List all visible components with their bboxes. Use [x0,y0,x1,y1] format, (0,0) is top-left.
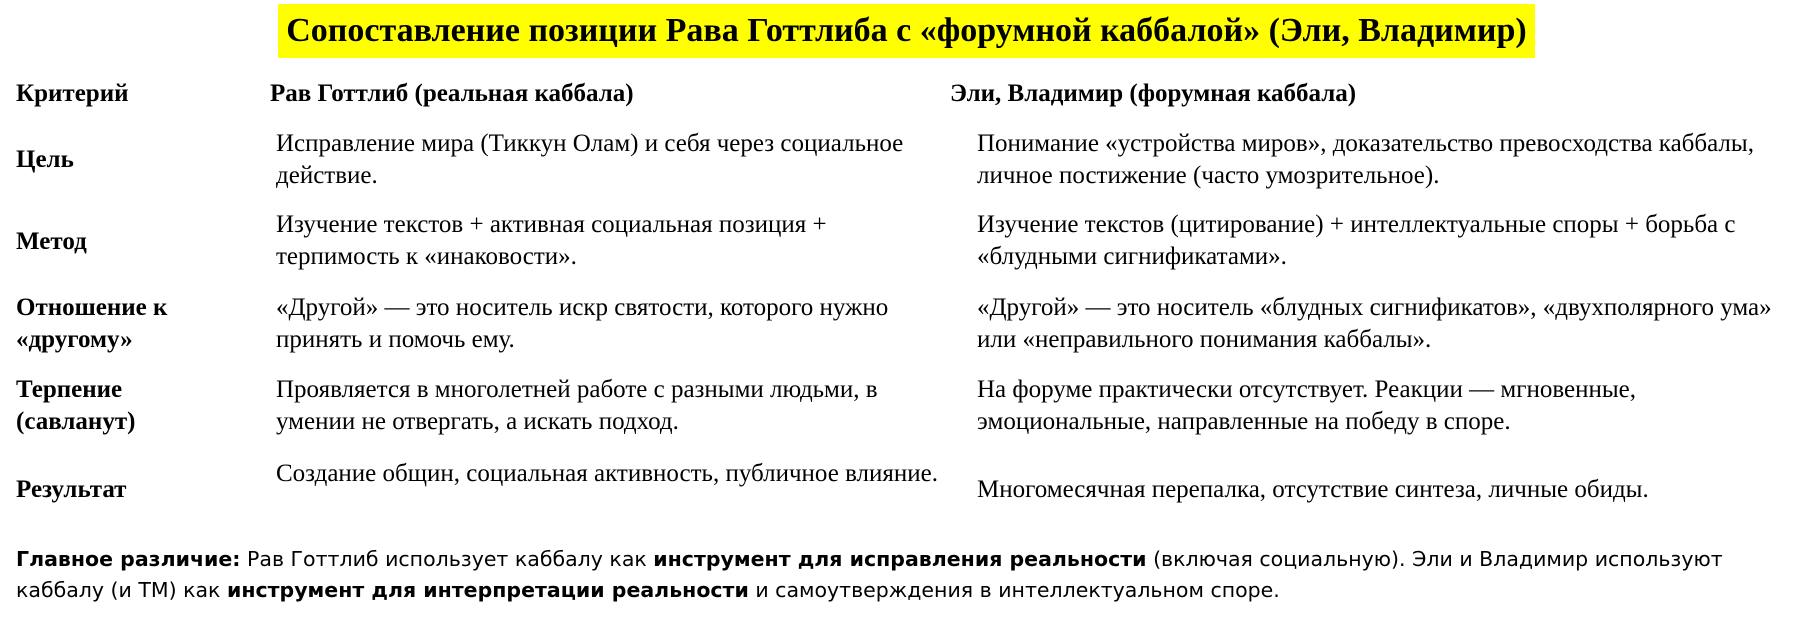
row-forum: Многомесячная перепалка, отсутствие синтеза, личные обиды. [977,476,1649,503]
header-criterion: Критерий [16,80,129,107]
row-gottlieb: Проявляется в многолетней работе с разными людьми, в умении не отвергать, а искать подход. [276,376,878,435]
row-forum: На форуме практически отсутствует. Реакции — мгновенные, эмоциональные, направленные на победу в споре. [977,376,1637,435]
summary-text: (включая социальную). Эли и Владимир используют каббалу (и ТМ) как [16,547,1723,602]
row-gottlieb: Создание общин, социальная активность, публичное влияние. [276,460,938,487]
page-title: Сопоставление позиции Рава Готтлиба с «форумной каббалой» (Эли, Владимир) [278,4,1535,58]
summary-paragraph [16,544,1806,606]
row-gottlieb: «Другой» — это носитель искр святости, которого нужно принять и помочь ему. [276,294,889,353]
header-gottlieb: Рав Готтлиб (реальная каббала) [270,80,634,107]
title-wrap [0,4,1813,58]
row-gottlieb: Изучение текстов + активная социальная позиция + терпимость к «инаковости». [276,211,827,270]
row-criterion: Метод [16,228,87,255]
summary-text: и самоутверждения в интеллектуальном споре. [748,578,1280,602]
header-forum: Эли, Владимир (форумная каббала) [950,80,1357,107]
row-criterion: Результат [16,476,127,503]
row-criterion: Цель [16,146,74,173]
summary-label: Главное различие: [16,547,241,571]
row-gottlieb: Исправление мира (Тиккун Олам) и себя через социальное действие. [276,130,904,189]
row-forum: «Другой» — это носитель «блудных сигнификатов», «двухполярного ума» или «неправильного понимания каббалы». [977,294,1772,353]
summary-emphasis: инструмент для исправления реальности [653,547,1147,571]
row-forum: Понимание «устройства миров», доказательство превосходства каббалы, личное постижение (часто умозрительное). [977,130,1754,189]
summary-emphasis: инструмент для интерпретации реальности [226,578,749,602]
summary-text: Рав Готтлиб использует каббалу как [240,547,654,571]
row-forum: Изучение текстов (цитирование) + интеллектуальные споры + борьба с «блудными сигнификатами». [977,211,1736,270]
row-criterion: Отношение к «другому» [16,294,168,353]
row-criterion: Терпение (савланут) [16,376,136,435]
